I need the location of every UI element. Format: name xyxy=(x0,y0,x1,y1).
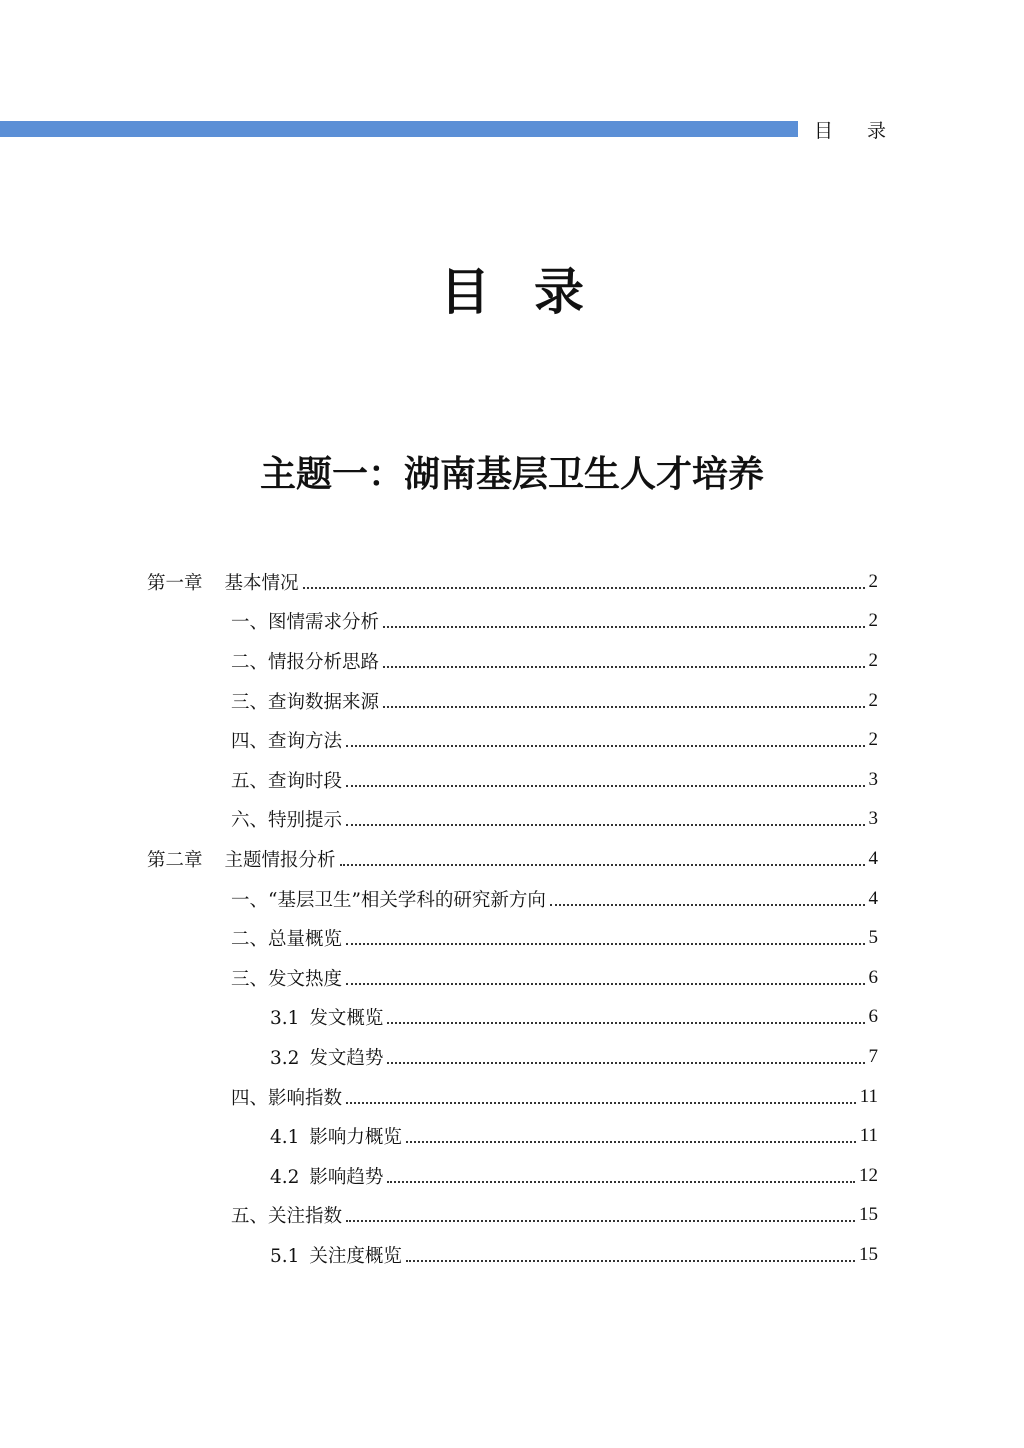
toc-entry[interactable] xyxy=(147,800,878,840)
dot-leader xyxy=(387,1062,864,1064)
toc-entry-label xyxy=(270,1004,383,1030)
toc-page-number: 6 xyxy=(868,966,878,988)
toc-entry-label xyxy=(231,886,546,912)
toc-page-number: 6 xyxy=(868,1006,878,1028)
toc-page-number: 7 xyxy=(868,1045,878,1067)
toc-page-number: 2 xyxy=(868,729,878,751)
toc-page-number: 11 xyxy=(859,1125,878,1147)
toc-entry-text: 二、总量概览 xyxy=(231,929,343,951)
dot-leader xyxy=(346,943,864,945)
toc-entry[interactable] xyxy=(147,958,878,998)
dot-leader xyxy=(383,706,864,708)
toc-page-number: 2 xyxy=(868,570,878,592)
toc-entry[interactable] xyxy=(147,839,878,879)
toc-page-number: 4 xyxy=(868,847,878,869)
dot-leader xyxy=(346,1220,855,1222)
running-header: 目 录 xyxy=(814,120,901,142)
toc-page-number: 2 xyxy=(868,689,878,711)
page-title: 目录 xyxy=(440,263,628,321)
toc-page-number: 2 xyxy=(868,610,878,632)
toc-entry-label xyxy=(270,1044,383,1070)
toc-entry-text: 主题情报分析 xyxy=(224,849,336,871)
toc-page-number: 15 xyxy=(859,1243,878,1265)
toc-entry-label xyxy=(231,925,342,951)
toc-entry[interactable] xyxy=(147,562,878,602)
toc-entry-label xyxy=(231,806,342,832)
toc-entry-text: 关注度概览 xyxy=(309,1245,402,1267)
toc-entry-label xyxy=(231,1202,342,1228)
toc-entry-label xyxy=(270,1123,402,1149)
toc-entry[interactable] xyxy=(147,1037,878,1077)
toc-entry[interactable] xyxy=(147,1235,878,1275)
toc-entry-text: 一、“基层卫生”相关学科的研究新方向 xyxy=(231,889,546,911)
toc-entry-text: 三、查询数据来源 xyxy=(231,691,380,713)
dot-leader xyxy=(550,904,865,906)
toc-entry-text: 四、影响指数 xyxy=(231,1087,343,1109)
toc-entry-label xyxy=(231,608,379,634)
toc-page-number: 11 xyxy=(859,1085,878,1107)
dot-leader xyxy=(303,587,865,589)
toc-page-number: 4 xyxy=(868,887,878,909)
toc-entry[interactable] xyxy=(147,681,878,721)
toc-entry[interactable] xyxy=(147,720,878,760)
table-of-contents xyxy=(147,562,878,1275)
dot-leader xyxy=(383,666,864,668)
toc-page-number: 5 xyxy=(868,927,878,949)
dot-leader xyxy=(387,1022,864,1024)
toc-entry-text: 影响力概览 xyxy=(309,1127,402,1149)
toc-entry-text: 一、图情需求分析 xyxy=(231,612,380,634)
topic-subtitle: 主题一：湖南基层卫生人才培养 xyxy=(259,453,764,495)
toc-entry-number: 5.1 xyxy=(270,1245,300,1267)
toc-entry-text: 三、发文热度 xyxy=(231,968,343,990)
toc-entry[interactable] xyxy=(147,1156,878,1196)
toc-entry[interactable] xyxy=(147,879,878,919)
dot-leader xyxy=(346,824,864,826)
dot-leader xyxy=(340,864,865,866)
toc-entry-number: 4.1 xyxy=(270,1127,300,1149)
dot-leader xyxy=(346,983,864,985)
toc-entry[interactable] xyxy=(147,1196,878,1236)
toc-entry-text: 发文趋势 xyxy=(309,1047,384,1069)
toc-entry-label xyxy=(231,688,379,714)
toc-entry-label xyxy=(231,1084,342,1110)
toc-entry-label xyxy=(231,767,342,793)
header-bar xyxy=(0,121,798,137)
toc-entry-label xyxy=(147,846,336,872)
toc-entry-number: 第一章 xyxy=(147,572,203,594)
toc-entry-label xyxy=(270,1242,402,1268)
toc-entry-number: 3.1 xyxy=(270,1008,300,1030)
dot-leader xyxy=(346,1102,856,1104)
toc-entry[interactable] xyxy=(147,1077,878,1117)
toc-entry-text: 五、关注指数 xyxy=(231,1206,343,1228)
dot-leader xyxy=(383,626,864,628)
toc-entry-text: 六、特别提示 xyxy=(231,810,343,832)
dot-leader xyxy=(406,1260,855,1262)
toc-entry-label xyxy=(231,648,379,674)
dot-leader xyxy=(346,745,864,747)
toc-entry-text: 四、查询方法 xyxy=(231,731,343,753)
toc-page-number: 15 xyxy=(859,1204,878,1226)
dot-leader xyxy=(406,1141,856,1143)
toc-page-number: 3 xyxy=(868,768,878,790)
toc-entry-text: 发文概览 xyxy=(309,1008,384,1030)
toc-entry-label xyxy=(270,1163,383,1189)
toc-entry-text: 二、情报分析思路 xyxy=(231,651,380,673)
toc-entry-text: 基本情况 xyxy=(224,572,299,594)
toc-page-number: 12 xyxy=(859,1164,878,1186)
toc-entry[interactable] xyxy=(147,918,878,958)
toc-page-number: 3 xyxy=(868,808,878,830)
toc-page-number: 2 xyxy=(868,649,878,671)
toc-entry-number: 第二章 xyxy=(147,849,203,871)
toc-entry-label xyxy=(231,965,342,991)
toc-entry[interactable] xyxy=(147,602,878,642)
toc-entry-label xyxy=(231,727,342,753)
toc-entry[interactable] xyxy=(147,1116,878,1156)
toc-entry-text: 影响趋势 xyxy=(309,1166,384,1188)
dot-leader xyxy=(387,1181,855,1183)
toc-entry[interactable] xyxy=(147,760,878,800)
toc-entry-number: 3.2 xyxy=(270,1047,300,1069)
toc-entry[interactable] xyxy=(147,998,878,1038)
toc-entry[interactable] xyxy=(147,641,878,681)
toc-entry-number: 4.2 xyxy=(270,1166,300,1188)
toc-entry-label xyxy=(147,569,299,595)
toc-entry-text: 五、查询时段 xyxy=(231,770,343,792)
dot-leader xyxy=(346,785,864,787)
